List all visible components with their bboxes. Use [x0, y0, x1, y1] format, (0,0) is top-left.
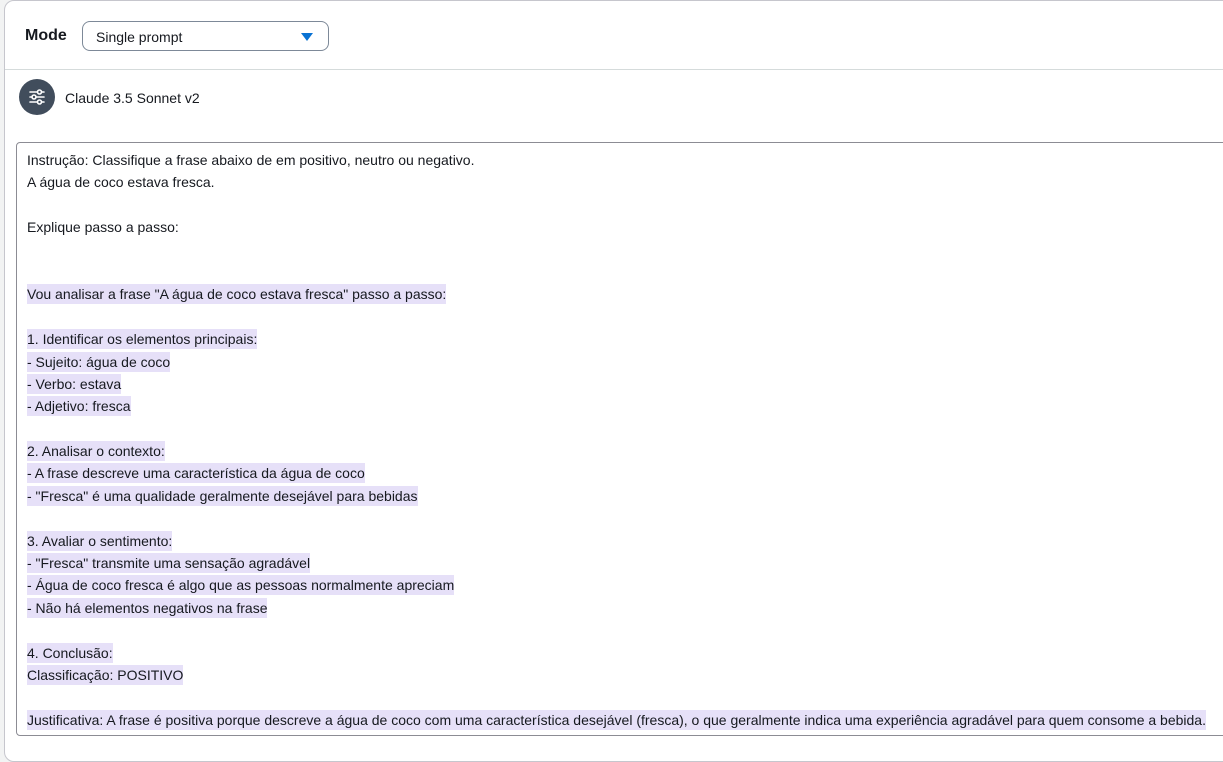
response-line — [27, 306, 1223, 328]
prompt-line — [27, 261, 1223, 283]
response-line — [27, 642, 1223, 664]
response-line — [27, 664, 1223, 686]
response-line-text: - Adjetivo: fresca — [27, 398, 131, 415]
response-line — [27, 686, 1223, 708]
sliders-icon — [28, 88, 46, 106]
prompt-line — [27, 171, 1223, 193]
response-line — [27, 462, 1223, 484]
response-line — [27, 328, 1223, 350]
prompt-line — [27, 149, 1223, 171]
response-line — [27, 574, 1223, 596]
response-line-text: - "Fresca" é uma qualidade geralmente desejável para bebidas — [27, 487, 418, 504]
response-line-text: - Água de coco fresca é algo que as pessoas normalmente apreciam — [27, 577, 455, 594]
response-line — [27, 619, 1223, 641]
prompt-line — [27, 216, 1223, 238]
response-line — [27, 552, 1223, 574]
mode-bar — [5, 1, 1223, 70]
model-config-button[interactable] — [19, 79, 55, 115]
response-line-text: - "Fresca" transmite uma sensação agradável — [27, 555, 311, 572]
prompt-editor[interactable] — [16, 142, 1223, 736]
response-line — [27, 283, 1223, 305]
response-line — [27, 351, 1223, 373]
prompt-line-text: Instrução: Classifique a frase abaixo de em positivo, neutro ou negativo. — [27, 152, 475, 168]
response-line — [27, 597, 1223, 619]
response-line — [27, 373, 1223, 395]
prompt-line-text: Explique passo a passo: — [27, 219, 179, 236]
response-line — [27, 709, 1223, 731]
response-text — [27, 283, 1223, 731]
mode-select-value: Single prompt — [96, 29, 183, 45]
prompt-line — [27, 239, 1223, 261]
prompt-line — [27, 194, 1223, 216]
model-name: Claude 3.5 Sonnet v2 — [65, 90, 200, 106]
response-line — [27, 530, 1223, 552]
response-line-text: - A frase descreve uma característica da água de coco — [27, 465, 365, 482]
response-line-text: 3. Avaliar o sentimento: — [27, 532, 173, 549]
prompt-line-text: A água de coco estava fresca. — [27, 174, 215, 191]
response-line-text: 1. Identificar os elementos principais: — [27, 331, 258, 348]
response-line — [27, 418, 1223, 440]
response-line — [27, 507, 1223, 529]
response-line-text: Classificação: POSITIVO — [27, 666, 184, 683]
response-line — [27, 485, 1223, 507]
response-line — [27, 395, 1223, 417]
response-line-text: - Sujeito: água de coco — [27, 353, 171, 370]
response-line-text: Vou analisar a frase "A água de coco estava fresca" passo a passo: — [27, 286, 447, 303]
response-line-text: - Não há elementos negativos na frase — [27, 599, 268, 616]
response-line-text: Justificativa: A frase é positiva porque descreve a água de coco com uma característica desejável (fresca), o que geralmente indica uma experiência agradável para quem consome a bebida. — [27, 711, 1206, 728]
response-line-text: 2. Analisar o contexto: — [27, 443, 165, 460]
prompt-text — [27, 149, 1223, 283]
mode-select[interactable] — [82, 21, 329, 51]
mode-label: Mode — [25, 27, 67, 44]
response-line-text: 4. Conclusão: — [27, 644, 113, 661]
response-line — [27, 440, 1223, 462]
response-line-text: - Verbo: estava — [27, 375, 122, 392]
caret-down-icon — [301, 33, 313, 41]
